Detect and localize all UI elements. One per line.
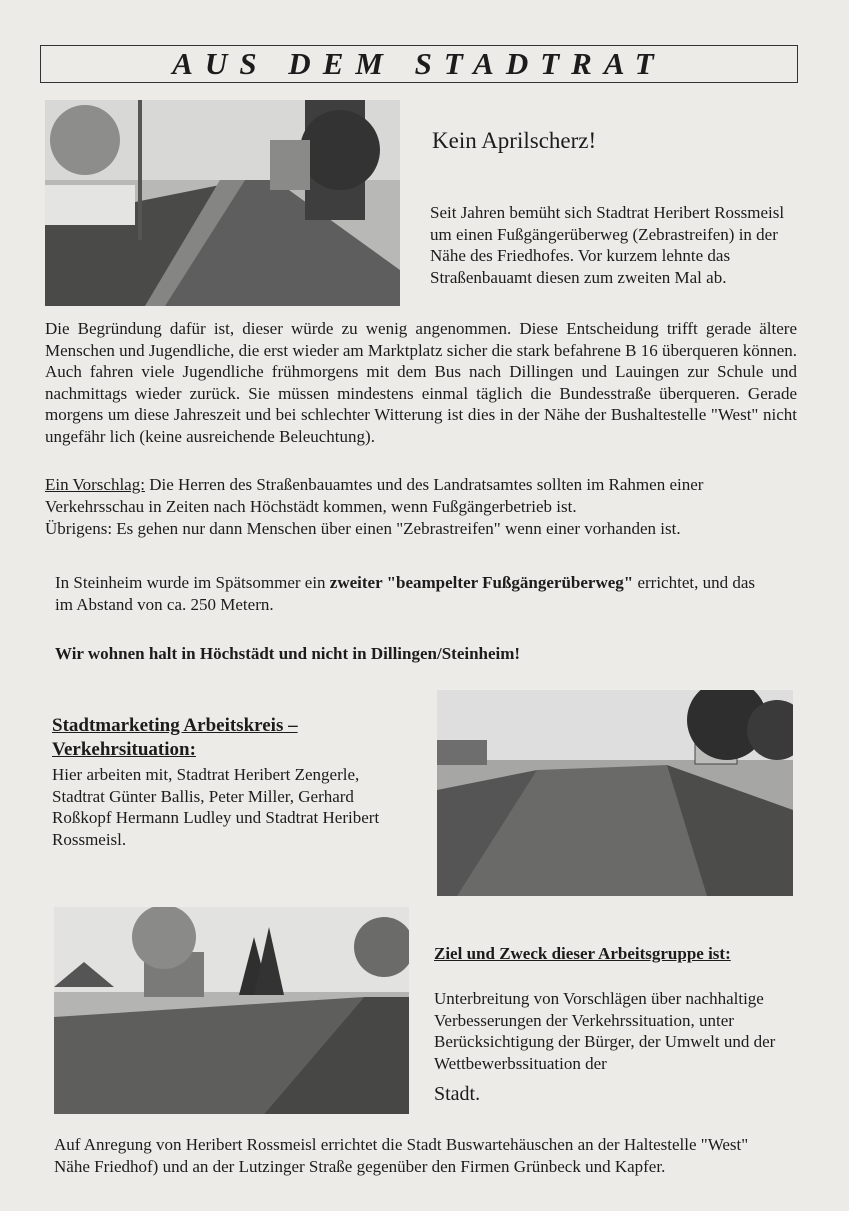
photo-bus-stop-road	[54, 907, 409, 1114]
body-paragraph-2: Übrigens: Es gehen nur dann Menschen über einen "Zebrastreifen" wenn einer vorhanden ist.	[45, 519, 681, 538]
page-title: AUS DEM STADTRAT	[172, 46, 666, 81]
section-heading-april: Kein Aprilscherz!	[432, 128, 597, 153]
proposal-label: Ein Vorschlag:	[45, 475, 145, 494]
steinheim-paragraph	[55, 572, 755, 615]
goals-last-word: Stadt.	[434, 1083, 481, 1105]
photo-road-sign	[437, 690, 793, 896]
footer-paragraph: Auf Anregung von Heribert Rossmeisl errichtet die Stadt Buswartehäuschen an der Haltestelle "West" Nähe Friedhof) und an der Lutzinger Straße gegenüber den Firmen Grünbeck und Kapfer.	[54, 1135, 749, 1176]
photo-street-cemetery	[45, 100, 400, 306]
page-header	[40, 45, 798, 83]
steinheim-bold: zweiter "beampelter Fußgängerüberweg"	[329, 573, 634, 592]
proposal-paragraph	[45, 474, 797, 517]
goals-paragraph: Unterbreitung von Vorschlägen über nachhaltige Verbesserungen der Verkehrssituation, unter Berücksichtigung der Bürger, der Umwelt und der Wettbewerbssituation der	[434, 989, 776, 1073]
steinheim-pre: In Steinheim wurde im Spätsommer ein	[55, 573, 330, 592]
members-paragraph: Hier arbeiten mit, Stadtrat Heribert Zengerle, Stadtrat Günter Ballis, Peter Miller, Gerhard Roßkopf Hermann Ludley und Stadtrat Heribert Rossmeisl.	[52, 765, 380, 849]
heading-line-1: Stadtmarketing Arbeitskreis –	[52, 715, 298, 736]
steinheim-post: errichtet, und das im Abstand von ca. 250 Metern.	[55, 573, 755, 614]
lead-paragraph: Seit Jahren bemüht sich Stadtrat Heribert Rossmeisl um einen Fußgängerüberweg (Zebrastreifen) in der Nähe des Friedhofes. Vor kurzem lehnte das Straßenbauamt diesen zum zweiten Mal ab.	[430, 203, 785, 287]
closing-statement: Wir wohnen halt in Höchstädt und nicht in Dillingen/Steinheim!	[55, 644, 521, 663]
body-paragraph-1: Die Begründung dafür ist, dieser würde zu wenig angenommen. Diese Entscheidung trifft gerade ältere Menschen und Jugendliche, die erst wieder am Marktplatz sicher die stark befahrene B 16 überqueren können. Auch fahren viele Jugendliche frühmorgens mit dem Bus nach Dillingen und Lauingen zur Schule und nachmittags wieder zurück. Sie müssen mindestens einmal täglich die Bundesstraße überqueren. Gerade morgens um diese Jahreszeit und bei schlechter Witterung ist dies in der Nähe der Bushaltestelle "West" nicht ungefähr lich (keine ausreichende Beleuchtung).	[45, 319, 797, 446]
section-heading-goals: Ziel und Zweck dieser Arbeitsgruppe ist:	[434, 944, 731, 963]
proposal-text: Die Herren des Straßenbauamtes und des Landratsamtes sollten im Rahmen einer Verkehrsschau in Zeiten nach Höchstädt kommen, wenn Fußgängerbetrieb ist.	[45, 475, 704, 516]
heading-line-2: Verkehrsituation:	[52, 739, 196, 760]
section-heading-marketing	[52, 714, 298, 762]
